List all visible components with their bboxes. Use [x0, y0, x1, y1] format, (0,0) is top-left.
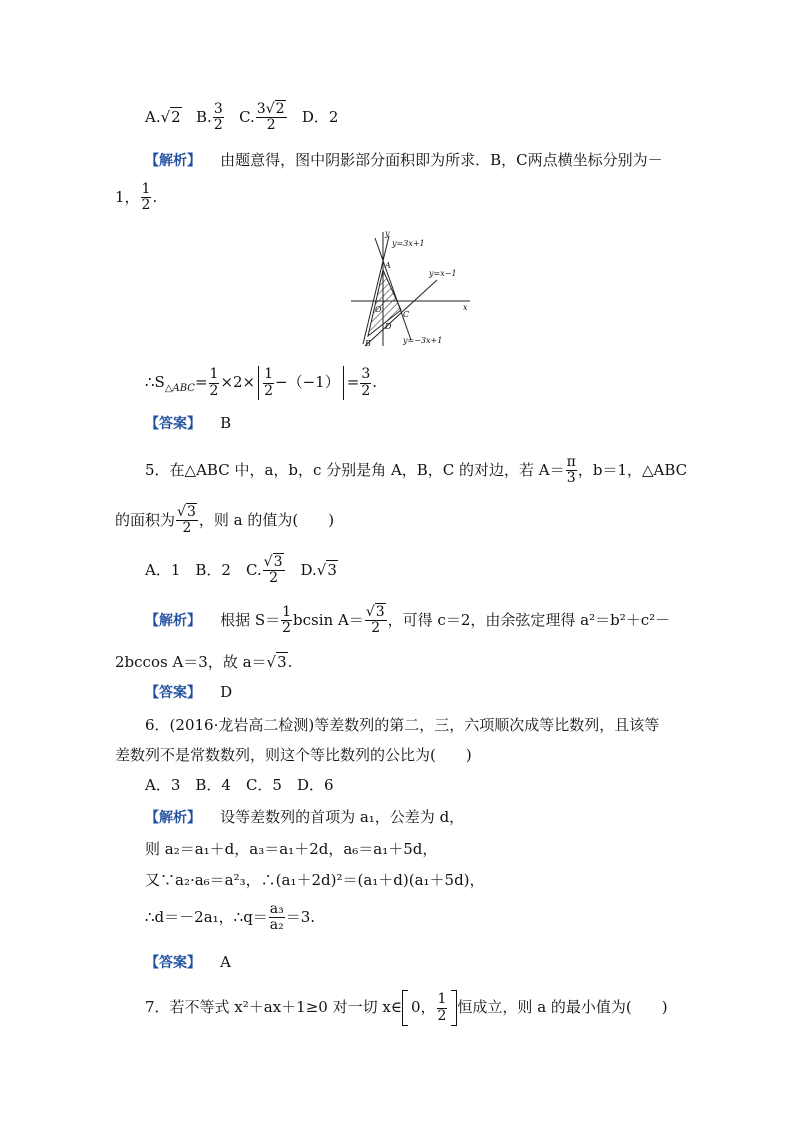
point-o: O [375, 305, 382, 314]
q6-options: A．3 B．4 C．5 D．6 [145, 776, 334, 794]
fraction: $\frac{1}{2}$ [282, 604, 292, 637]
q5-stem-line2: 的面积为 $\frac{√3}{2}$ ，则 a 的值为( ) [115, 504, 335, 537]
analysis-tag: 【解析】 [145, 810, 201, 826]
analysis-tag: 【解析】 [145, 612, 201, 629]
q4-area-formula: $\therefore S_{\triangle ABC}=$ $\frac{1}{2}$ ×2× $\frac{1}{2}$ −（−1） = $\frac{3}{2}$ . [145, 366, 378, 399]
q4-analysis-line: 【解析】 由题意得，图中阴影部分面积即为所求．B，C两点横坐标分别为－ [145, 151, 663, 169]
answer-tag: 【答案】 [145, 416, 201, 432]
q6-answer-line: 【答案】 A [145, 953, 231, 971]
q4-answer-line: 【答案】 B [145, 414, 232, 432]
sqrt: √2 [160, 107, 181, 126]
axis-x-label: x [463, 303, 468, 312]
q4-options: A.√2 B. $\frac{3}{2}$ C. $\frac{3√2}{2}$ D．2 [145, 101, 339, 134]
fraction: $\frac{1}{2}$ [209, 366, 219, 399]
q7-stem: 7．若不等式 x²＋ax＋1≥0 对一切 x∈ 0， $\frac{1}{2}$ 恒成立，则 a 的最小值为( ) [145, 990, 668, 1026]
fraction: $\frac{1}{2}$ [141, 181, 151, 214]
q5-answer-line: 【答案】 D [145, 683, 233, 701]
line1-label: y=3x+1 [392, 239, 425, 248]
fraction: $\frac{1}{2}$ [264, 366, 274, 399]
q5-stem-line1: 5．在△ABC 中，a，b，c 分别是角 A，B，C 的对边，若 A＝ $\frac{\pi}{3}$ ，b＝1，△ABC [145, 454, 688, 487]
line2-label: y=x−1 [429, 269, 457, 278]
q4-analysis-cont: 1， $\frac{1}{2}$ . [115, 181, 158, 214]
point-d: D [385, 322, 392, 331]
line3-label: y=−3x+1 [403, 336, 443, 345]
fraction: $\frac{√3}{2}$ [365, 604, 385, 637]
fraction: $\frac{√3}{2}$ [177, 504, 196, 537]
q6-analysis-l4: ∴d＝－2a₁，∴q＝ $\frac{\text{a₃}}{\text{a₂}}$ ＝3. [145, 901, 316, 934]
q6-stem-line2: 差数列不是常数数列，则这个等比数列的公比为( ) [115, 746, 472, 764]
answer-tag: 【答案】 [145, 685, 201, 701]
fraction: $\frac{3}{2}$ [361, 366, 371, 399]
q5-analysis-line: 【解析】 根据 S＝ $\frac{1}{2}$ bcsin A＝ $\frac{√3}{2}$ ，可得 c＝2，由余弦定理得 a²＝b²＋c²－ [145, 604, 671, 637]
q5-options: A．1 B．2 C. $\frac{√3}{2}$ D.√3 [145, 554, 337, 587]
fraction: $\frac{√3}{2}$ [263, 554, 283, 587]
analysis-tag: 【解析】 [145, 153, 201, 169]
fraction: $\frac{3√2}{2}$ [256, 101, 285, 134]
fraction: $\frac{\text{a₃}}{\text{a₂}}$ [269, 901, 284, 934]
answer-tag: 【答案】 [145, 955, 201, 971]
point-a: A [385, 261, 391, 270]
fraction: $\frac{1}{2}$ [437, 991, 447, 1024]
q6-stem-line1: 6．(2016·龙岩高二检测)等差数列的第二，三，六项顺次成等比数列，且该等 [145, 716, 660, 734]
q6-analysis-l2: 则 a₂＝a₁＋d，a₃＝a₁＋2d，a₆＝a₁＋5d， [145, 840, 438, 858]
q5-analysis-cont: 2bccos A＝3，故 a＝√3. [115, 653, 293, 671]
fraction: $\frac{3}{2}$ [213, 101, 223, 134]
axis-y-label: y [385, 229, 390, 238]
q6-analysis-l3: 又∵a₂·a₆＝a²₃，∴(a₁＋2d)²＝(a₁＋d)(a₁＋5d)， [145, 871, 485, 889]
shaded-region-figure [345, 228, 480, 350]
q6-analysis-line: 【解析】 设等差数列的首项为 a₁，公差为 d， [145, 808, 465, 826]
point-b: B [365, 339, 371, 348]
fraction: $\frac{\pi}{3}$ [566, 454, 576, 487]
point-c: C [403, 310, 410, 319]
